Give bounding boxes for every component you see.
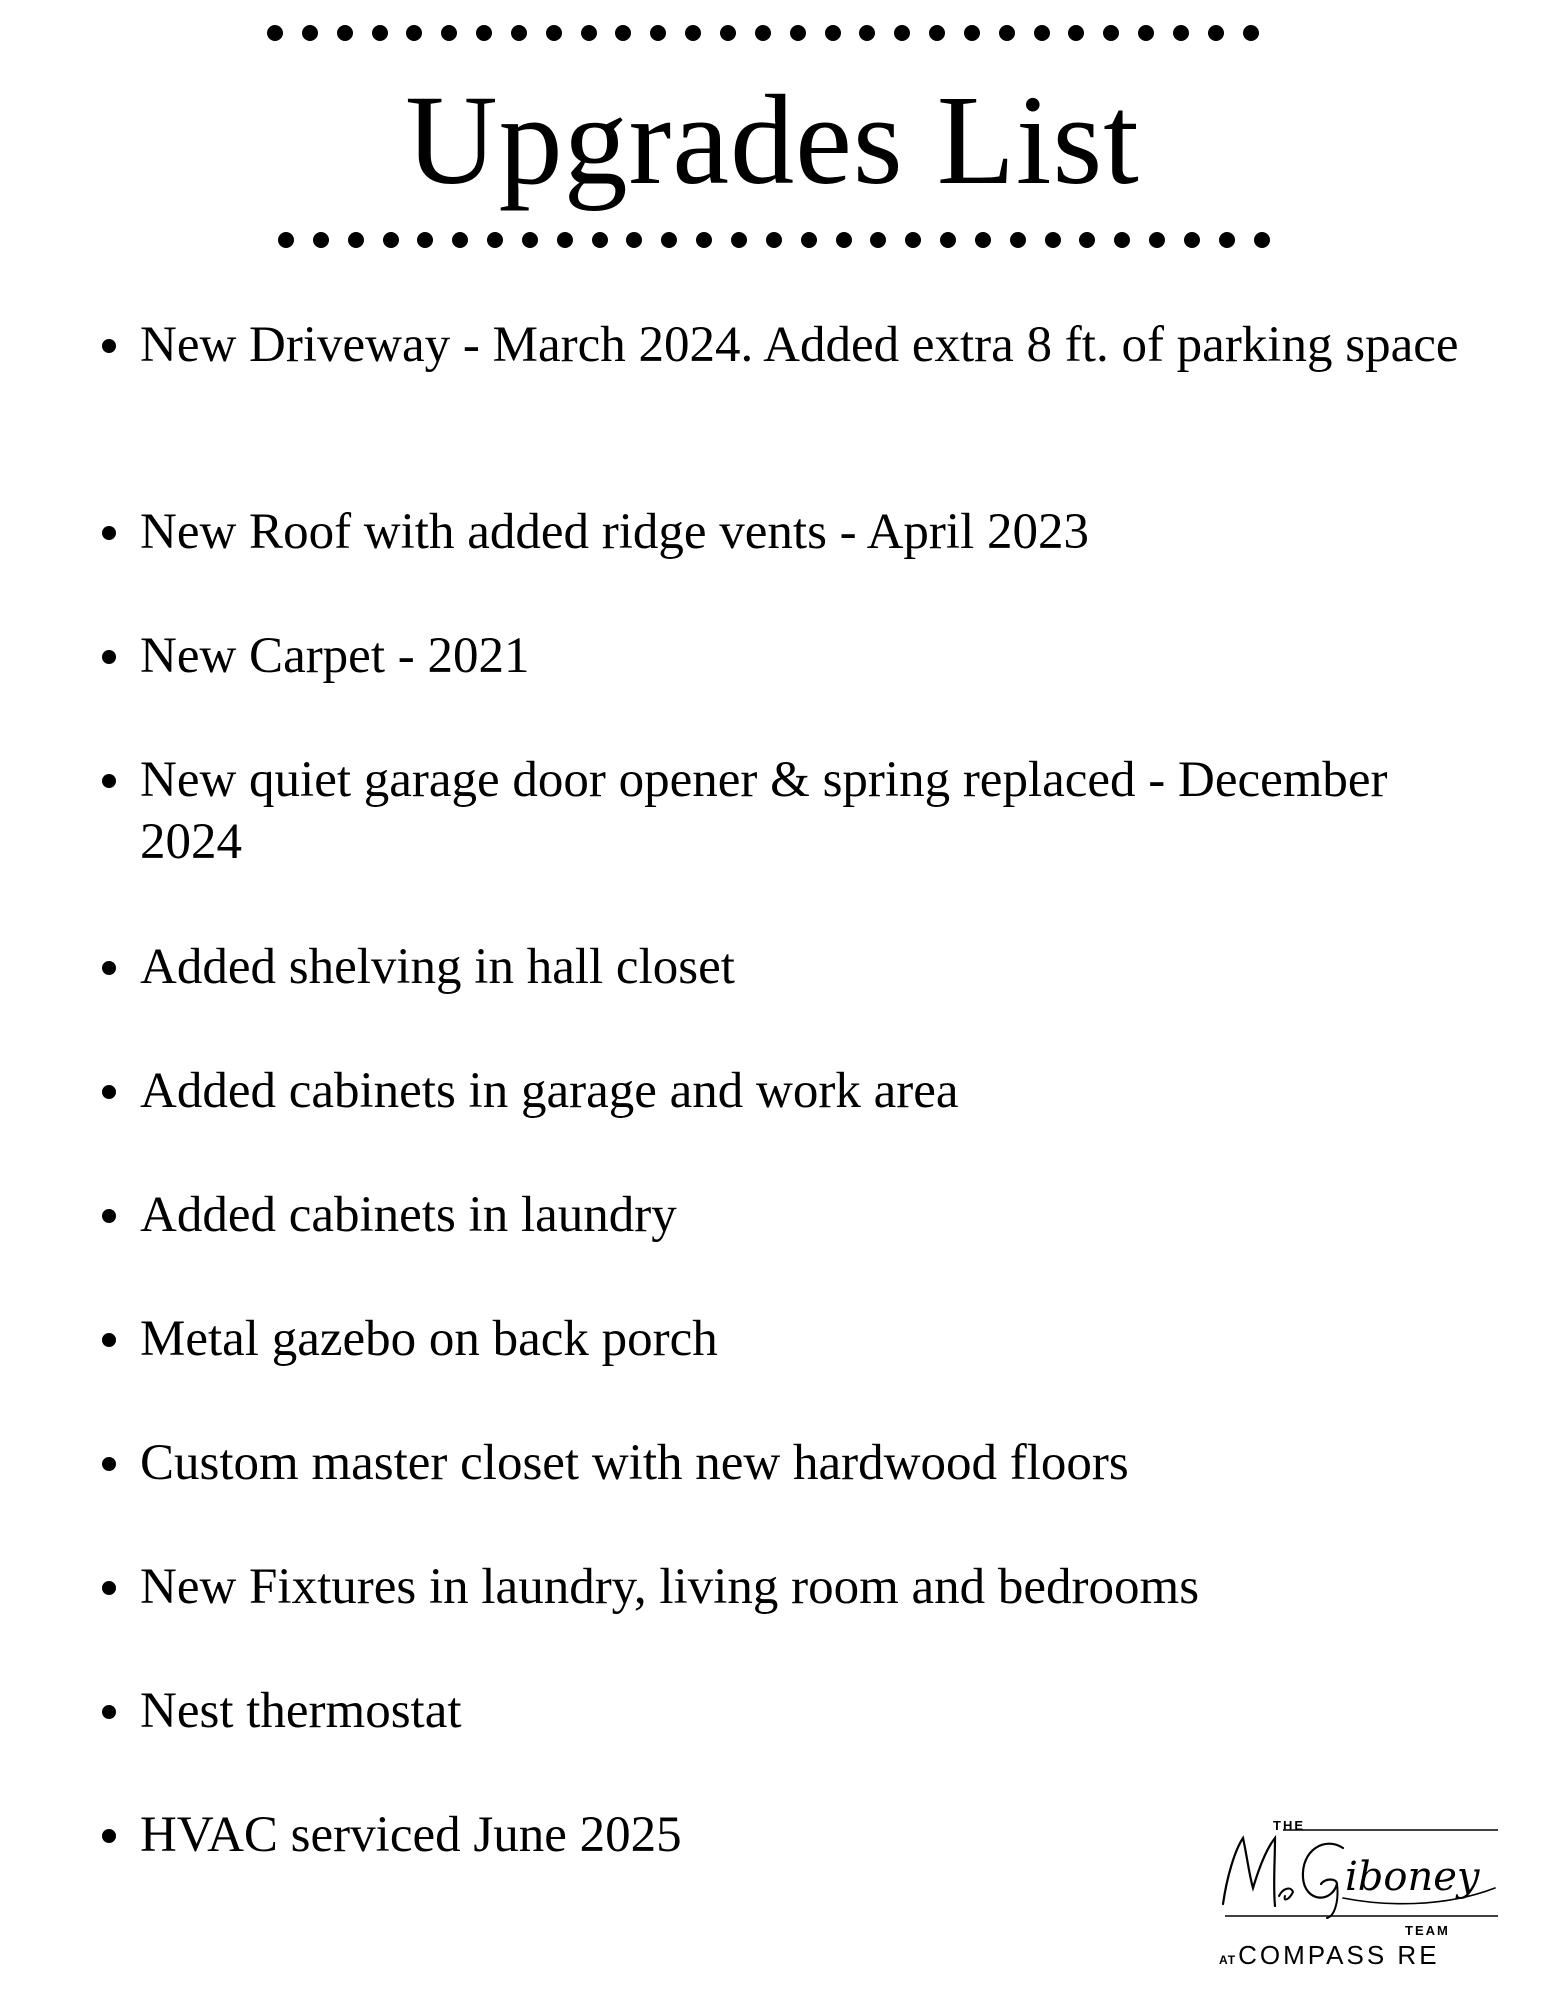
bullet-icon <box>102 526 116 540</box>
list-item-text: Nest thermostat <box>140 1683 462 1739</box>
list-item <box>140 1184 1480 1246</box>
list-item-text: Added cabinets in garage and work area <box>140 1063 959 1119</box>
list-item <box>140 625 1480 687</box>
bullet-icon <box>102 1209 116 1223</box>
bullet-icon <box>102 1581 116 1595</box>
list-item-text: HVAC serviced June 2025 <box>140 1807 682 1863</box>
list-item-text: Added shelving in hall closet <box>140 939 735 995</box>
logo-team-label: TEAM <box>1405 1923 1450 1938</box>
list-item <box>140 749 1480 873</box>
list-item <box>140 501 1480 563</box>
logo-compass-label <box>1219 1940 1440 1971</box>
bullet-icon <box>102 774 116 788</box>
bullet-icon <box>102 1829 116 1843</box>
bullet-icon <box>102 650 116 664</box>
logo-at-label: AT <box>1219 1953 1237 1967</box>
logo-script-signature <box>1213 1826 1503 1921</box>
svg-text:iboney: iboney <box>1345 1854 1480 1900</box>
list-item-text: Added cabinets in laundry <box>140 1187 677 1243</box>
bullet-icon <box>102 339 116 353</box>
logo-compass-text: COMPASS RE <box>1238 1940 1440 1970</box>
bullet-icon <box>102 1333 116 1347</box>
list-item <box>140 1432 1480 1494</box>
bullet-icon <box>102 1457 116 1471</box>
list-item-text: New Fixtures in laundry, living room and bedrooms <box>140 1559 1200 1615</box>
bullet-icon <box>102 1085 116 1099</box>
bullet-icon <box>102 961 116 975</box>
mcgiboney-team-logo <box>1213 1818 1503 1968</box>
list-item <box>140 1680 1480 1742</box>
list-item <box>140 314 1480 376</box>
list-item <box>140 936 1480 998</box>
list-item-text: Metal gazebo on back porch <box>140 1311 718 1367</box>
page-title: Upgrades List <box>405 69 1140 211</box>
list-item-text: Custom master closet with new hardwood floors <box>140 1435 1129 1491</box>
list-item-text: New Driveway - March 2024. Added extra 8 ft. of parking space <box>140 317 1459 373</box>
list-item <box>140 1556 1480 1618</box>
list-item-text: New Carpet - 2021 <box>140 628 530 684</box>
list-item-text: New Roof with added ridge vents - April 2023 <box>140 504 1090 560</box>
logo-the-label: THE <box>1273 1818 1305 1833</box>
list-item-text: New quiet garage door opener & spring replaced - December 2024 <box>140 752 1388 870</box>
list-item <box>140 1308 1480 1370</box>
bullet-icon <box>102 1705 116 1719</box>
list-item <box>140 1060 1480 1122</box>
